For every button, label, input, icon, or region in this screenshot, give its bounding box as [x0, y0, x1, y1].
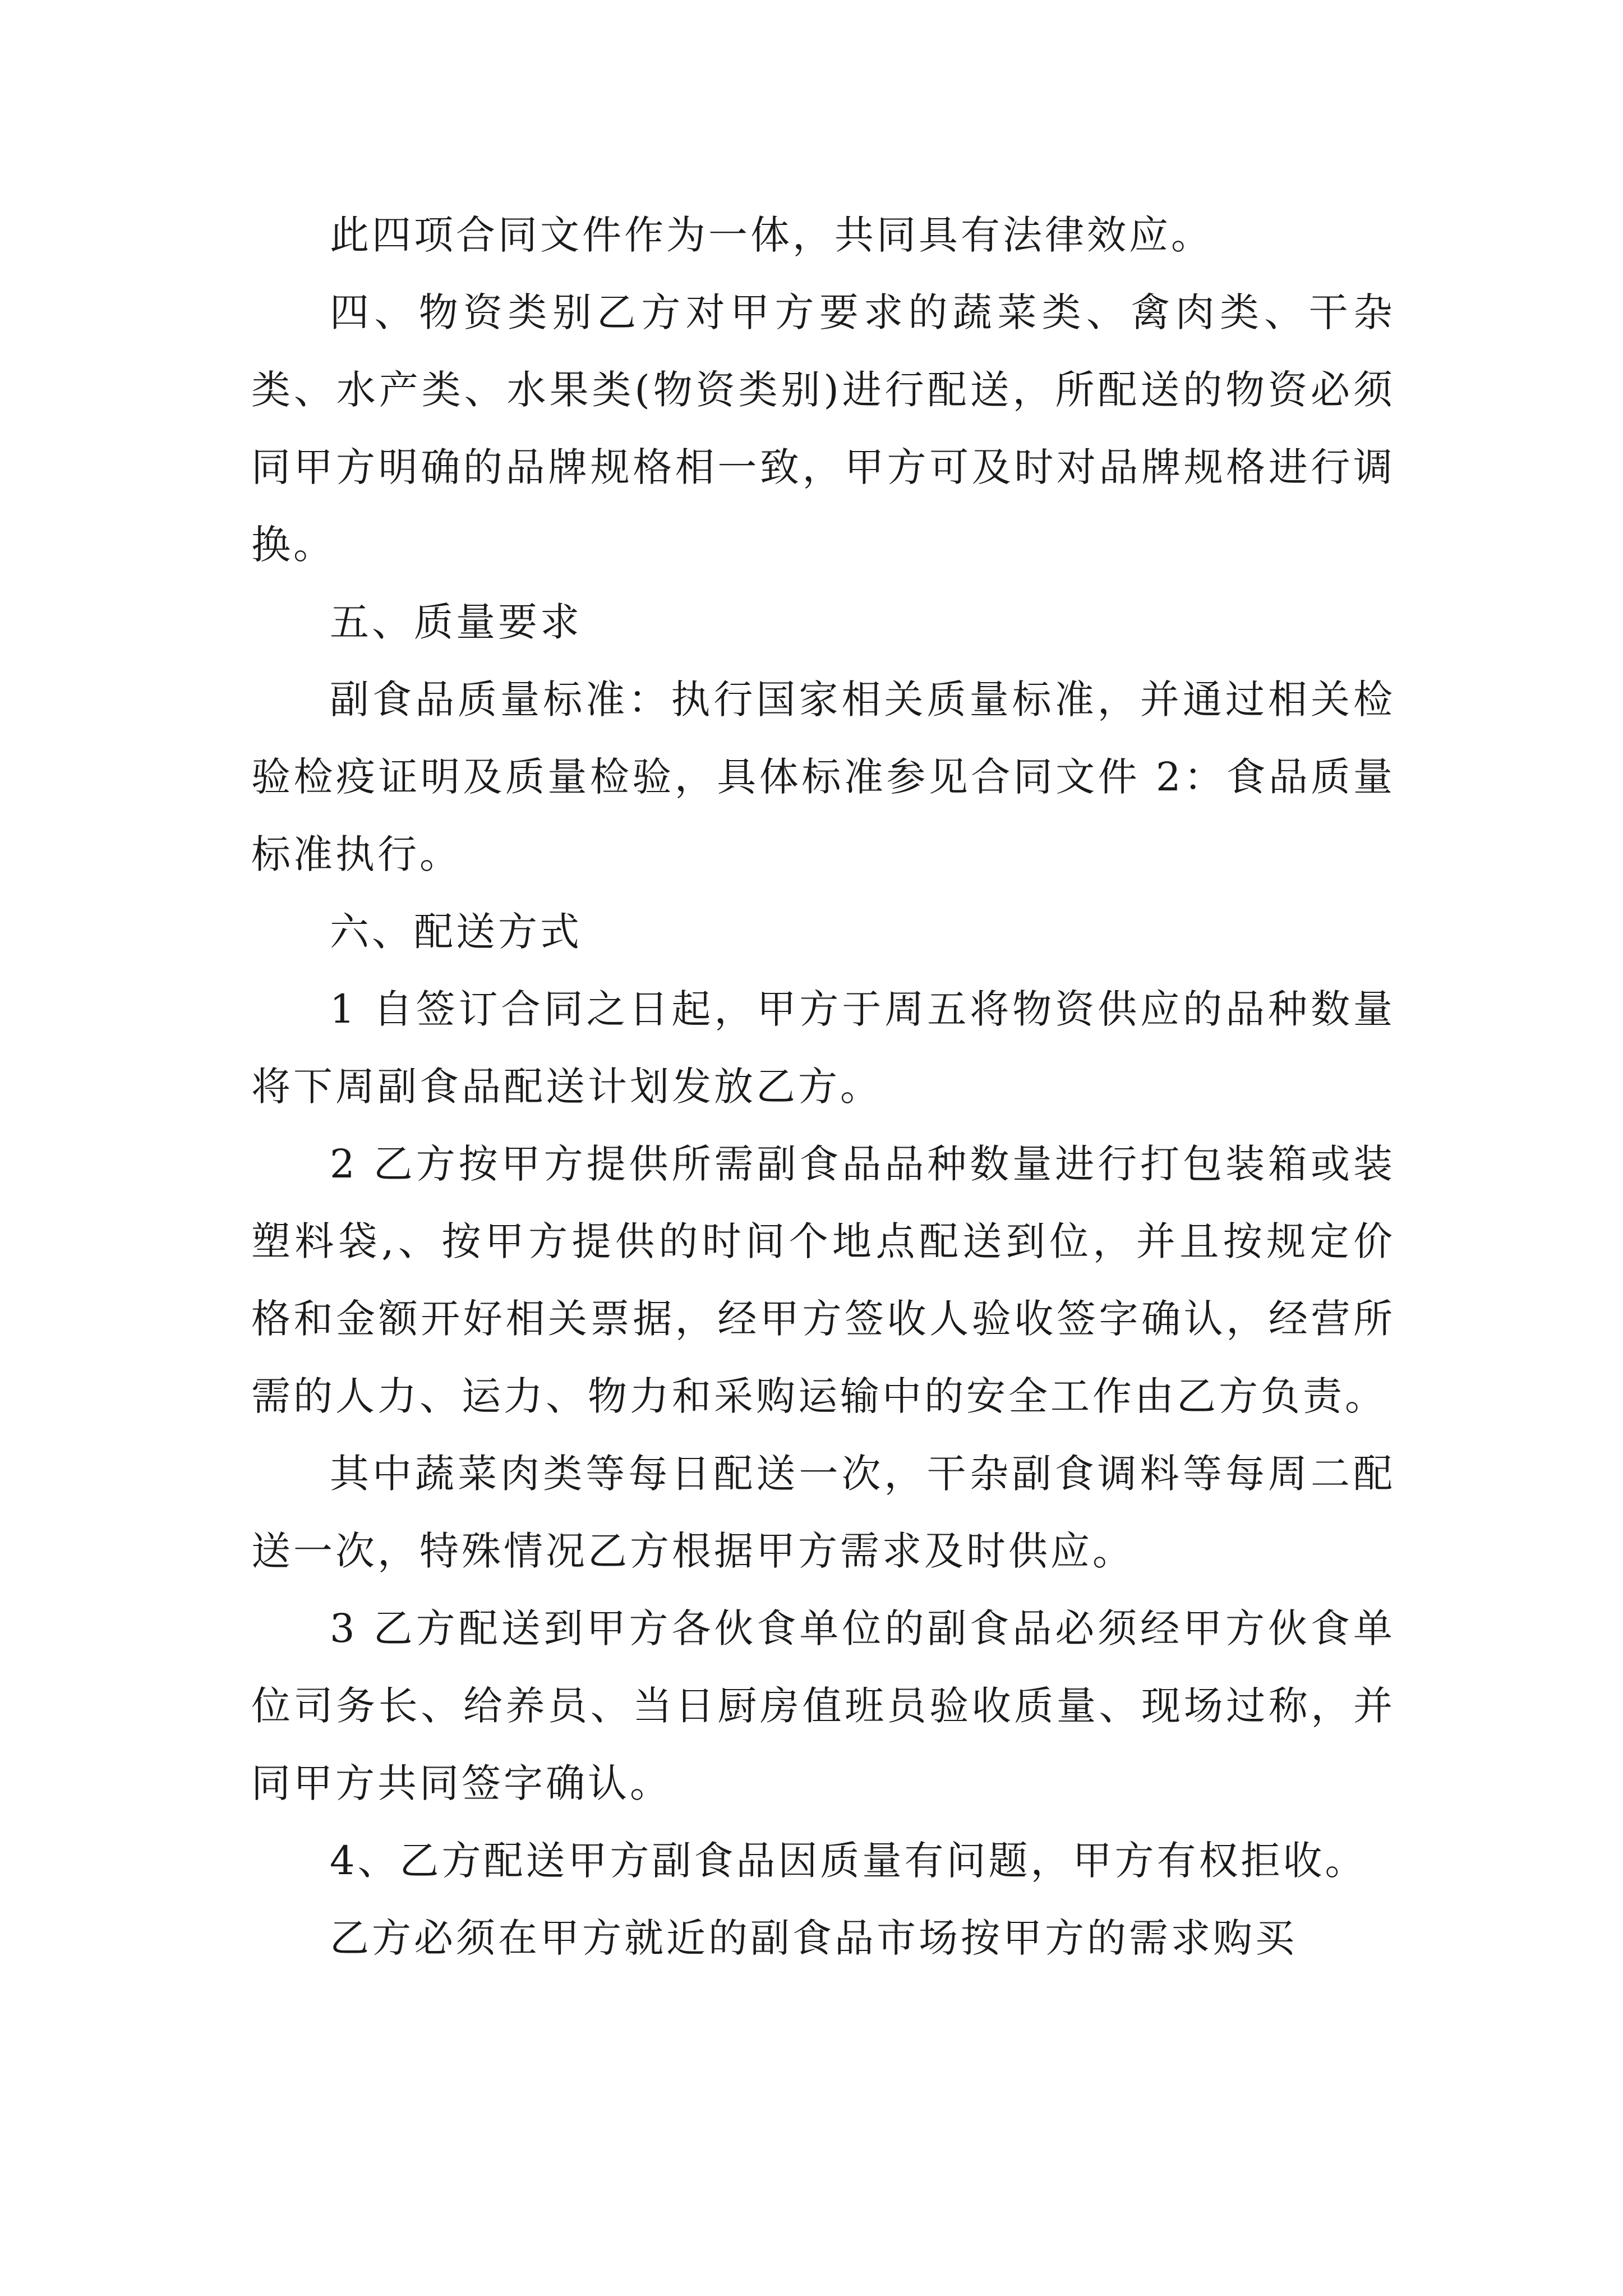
paragraph-quality-standard: 副食品质量标准：执行国家相关质量标准，并通过相关检验检疫证明及质量检验，具体标准参见合同文件 2：食品质量标准执行。	[251, 677, 1395, 877]
paragraph-purchase-market: 乙方必须在甲方就近的副食品市场按甲方的需求购买	[330, 1915, 1297, 1961]
paragraph-acceptance: 3 乙方配送到甲方各伙食单位的副食品必须经甲方伙食单位司务长、给养员、当日厨房值班员验收质量、现场过称，并同甲方共同签字确认。	[251, 1605, 1395, 1806]
paragraph-rejection: 4、乙方配送甲方副食品因质量有问题，甲方有权拒收。	[330, 1838, 1367, 1884]
paragraph-delivery-plan: 1 自签订合同之日起，甲方于周五将物资供应的品种数量将下周副食品配送计划发放乙方。	[251, 986, 1395, 1110]
contract-body	[251, 196, 1395, 1977]
heading-quality-requirements: 五、质量要求	[330, 599, 582, 645]
paragraph-delivery-frequency: 其中蔬菜肉类等每日配送一次，干杂副食调料等每周二配送一次，特殊情况乙方根据甲方需求及时供应。	[251, 1451, 1395, 1574]
paragraph-packing-delivery: 2 乙方按甲方提供所需副食品品种数量进行打包装箱或装塑料袋,、按甲方提供的时间个地点配送到位，并且按规定价格和金额开好相关票据，经甲方签收人验收签字确认，经营所需的人力、运力、物力和采购运输中的安全工作由乙方负责。	[251, 1141, 1395, 1419]
paragraph-material-category: 四、物资类别乙方对甲方要求的蔬菜类、禽肉类、干杂类、水产类、水果类(物资类别)进行配送，所配送的物资必须同甲方明确的品牌规格相一致，甲方可及时对品牌规格进行调换。	[251, 289, 1395, 568]
paragraph-contract-effect: 此四项合同文件作为一体，共同具有法律效应。	[330, 212, 1213, 258]
heading-delivery-method: 六、配送方式	[330, 909, 582, 955]
